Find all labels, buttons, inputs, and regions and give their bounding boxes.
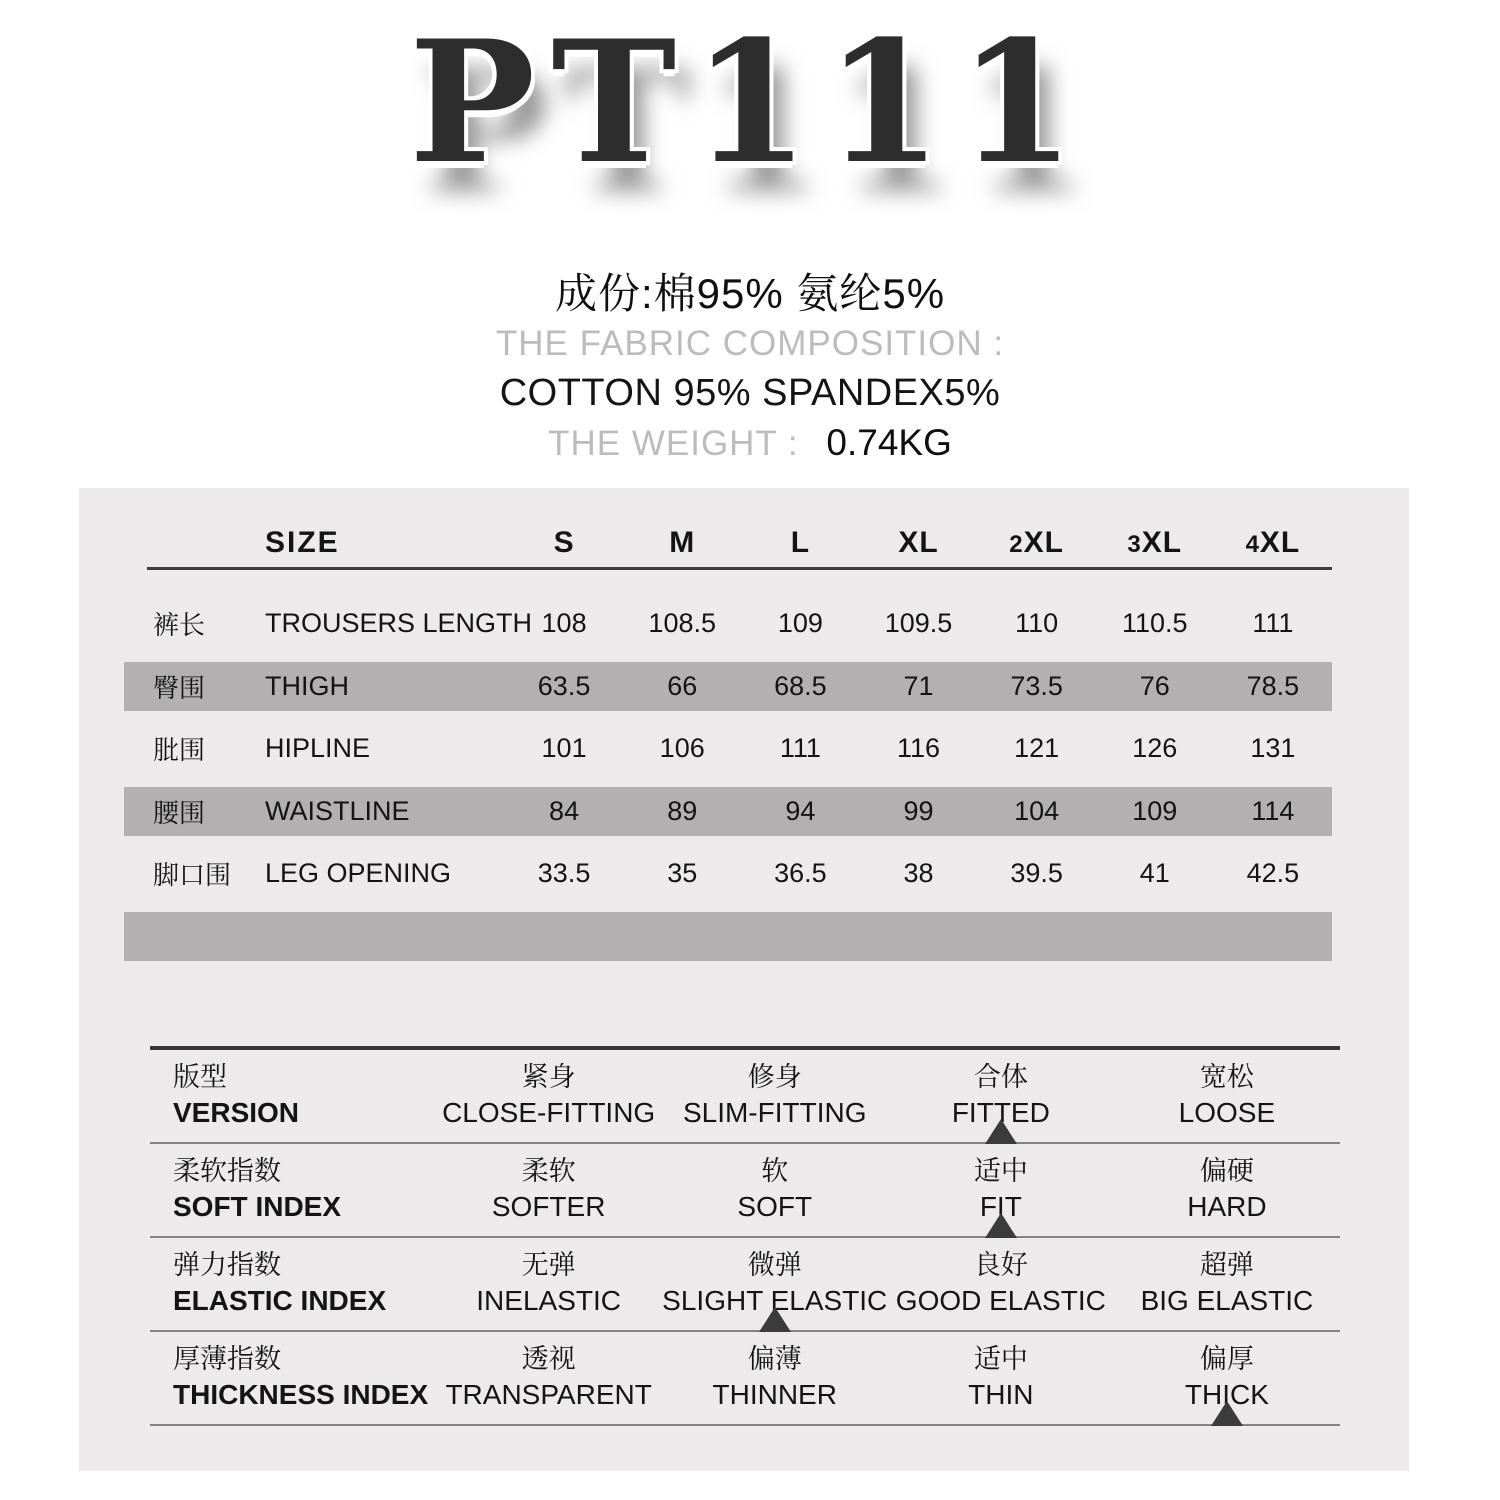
size-value: 41 — [1139, 858, 1170, 888]
size-value: 121 — [1014, 733, 1060, 763]
spec-panel — [79, 488, 1409, 1471]
size-value: 111 — [779, 733, 821, 763]
index-option: 柔软 SOFTER — [491, 1156, 606, 1222]
fabric-composition-label: THE FABRIC COMPOSITION : — [495, 324, 1005, 363]
size-table-row — [124, 662, 1332, 711]
size-table — [124, 526, 1332, 974]
size-value: 42.5 — [1246, 858, 1300, 888]
size-value: 68.5 — [774, 670, 827, 701]
index-row-label: 厚薄指数 THICKNESS INDEX — [173, 1344, 429, 1410]
composition-block — [70, 268, 1430, 469]
size-value: 76 — [1139, 670, 1170, 701]
size-table-row — [124, 599, 1332, 648]
size-header-size-label: SIZE — [265, 526, 340, 559]
index-row-label: 柔软指数 SOFT INDEX — [173, 1156, 342, 1222]
index-row-label: 弹力指数 ELASTIC INDEX — [173, 1250, 387, 1316]
index-option: 宽松 LOOSE — [1178, 1062, 1276, 1128]
size-table-row — [124, 849, 1332, 898]
composition-cn: 成份:棉95% 氨纶5% — [554, 270, 946, 317]
selection-triangle-icon — [985, 1119, 1017, 1144]
row-label-cn: 臀围 — [153, 672, 206, 703]
size-value: 106 — [659, 733, 705, 763]
size-value: 109 — [777, 608, 823, 638]
size-header-col: 3XL — [1127, 526, 1183, 559]
index-option: 修身 SLIM-FITTING — [682, 1062, 867, 1128]
index-option: 适中 THIN — [968, 1344, 1034, 1410]
row-label-en: THIGH — [265, 670, 349, 701]
size-header-col: M — [669, 526, 696, 559]
size-value: 36.5 — [774, 858, 827, 888]
size-value: 66 — [667, 670, 698, 701]
size-value: 33.5 — [537, 858, 591, 888]
index-row — [150, 1050, 1340, 1144]
size-value: 71 — [903, 670, 934, 701]
index-row — [150, 1238, 1340, 1332]
weight-line — [70, 418, 1430, 469]
index-option: 紧身 CLOSE-FITTING — [442, 1062, 656, 1128]
size-value: 126 — [1132, 733, 1178, 763]
size-header-col: S — [553, 526, 575, 559]
weight-label: THE WEIGHT : — [548, 424, 799, 463]
selection-triangle-icon — [1211, 1401, 1243, 1426]
product-model-title: PT111 — [408, 3, 1092, 201]
size-value: 110 — [1015, 608, 1059, 638]
selection-triangle-icon — [759, 1307, 791, 1332]
row-label-cn: 肶围 — [153, 735, 206, 765]
table-footer-band — [124, 912, 1332, 961]
row-label-cn: 腰围 — [153, 797, 206, 828]
index-option: 无弹 INELASTIC — [476, 1250, 621, 1316]
size-value: 101 — [541, 733, 587, 763]
fabric-composition-value: COTTON 95% SPANDEX5% — [499, 372, 1001, 414]
size-value: 84 — [549, 795, 580, 826]
row-label-cn: 裤长 — [153, 610, 206, 640]
size-header-col: 4XL — [1245, 526, 1301, 559]
size-value: 108.5 — [648, 608, 716, 638]
size-value: 110.5 — [1121, 608, 1188, 638]
size-value: 114 — [1251, 795, 1295, 826]
size-value: 35 — [667, 858, 698, 888]
size-value: 109.5 — [884, 608, 953, 638]
size-value: 63.5 — [537, 670, 591, 701]
weight-value: 0.74KG — [826, 422, 952, 463]
index-table — [150, 1046, 1340, 1426]
size-table-rows — [124, 599, 1332, 961]
index-option: 软 SOFT — [737, 1156, 813, 1222]
size-value: 78.5 — [1246, 670, 1300, 701]
size-value: 39.5 — [1010, 858, 1063, 888]
index-option: 透视 TRANSPARENT — [445, 1344, 652, 1410]
row-label-en: LEG OPENING — [265, 858, 452, 888]
index-option: 偏厚 THICK — [1114, 1332, 1340, 1424]
selection-triangle-icon — [985, 1213, 1017, 1238]
size-value: 131 — [1250, 733, 1296, 763]
row-label-en: HIPLINE — [265, 733, 371, 763]
size-value: 111 — [1252, 608, 1294, 638]
size-table-row — [124, 724, 1332, 773]
index-row — [150, 1332, 1340, 1426]
index-option: 合体 FITTED — [888, 1050, 1114, 1142]
size-header-col: 2XL — [1009, 526, 1064, 559]
size-value: 109 — [1132, 795, 1178, 826]
index-row-label: 版型 VERSION — [173, 1062, 300, 1128]
index-option: 偏薄 THINNER — [712, 1344, 837, 1410]
row-label-en: TROUSERS LENGTH — [265, 608, 533, 638]
index-option: 良好 GOOD ELASTIC — [895, 1250, 1106, 1316]
size-value: 38 — [903, 858, 934, 888]
index-option: 超弹 BIG ELASTIC — [1140, 1250, 1314, 1316]
row-label-en: WAISTLINE — [265, 795, 410, 826]
size-value: 94 — [785, 795, 816, 826]
index-option: 偏硬 HARD — [1187, 1156, 1267, 1222]
size-table-row — [124, 787, 1332, 836]
index-option: 微弹 SLIGHT ELASTIC — [662, 1238, 888, 1330]
size-value: 104 — [1014, 795, 1060, 826]
size-header-col: L — [790, 526, 811, 559]
size-table-header — [147, 526, 1332, 570]
size-value: 89 — [667, 795, 698, 826]
size-value: 73.5 — [1010, 670, 1063, 701]
index-row — [150, 1144, 1340, 1238]
index-option: 适中 FIT — [888, 1144, 1114, 1236]
size-value: 116 — [896, 733, 941, 763]
size-value: 99 — [903, 795, 934, 826]
row-label-cn: 脚口围 — [153, 860, 232, 890]
size-value: 108 — [541, 608, 587, 638]
size-header-col: XL — [898, 526, 939, 559]
